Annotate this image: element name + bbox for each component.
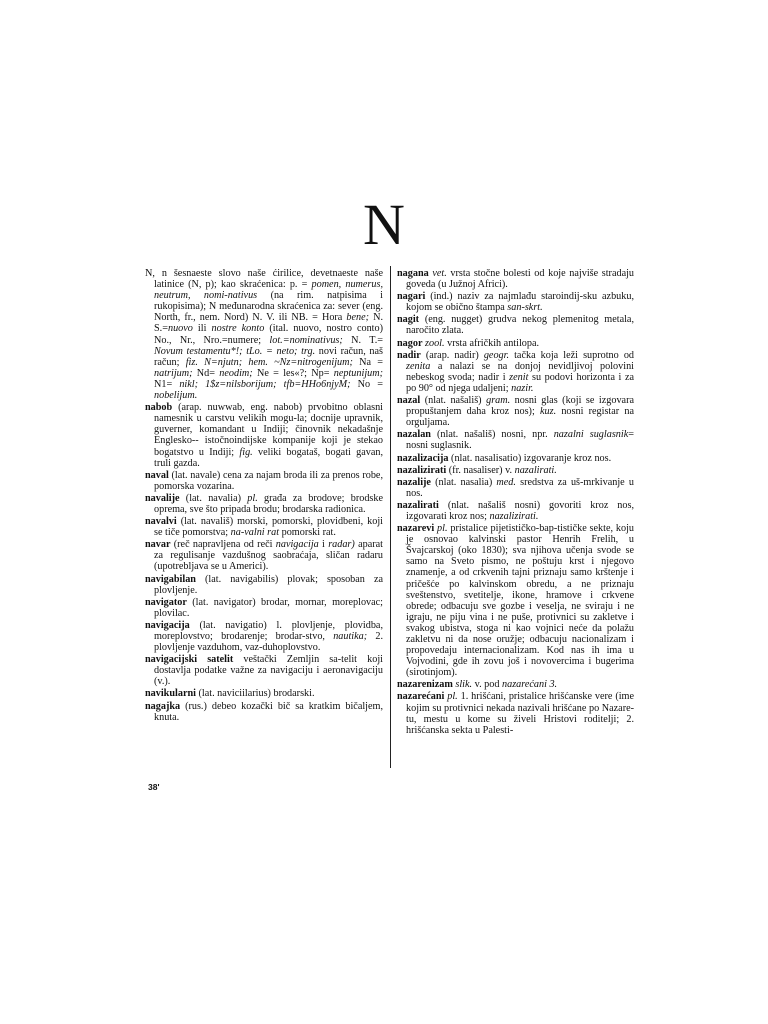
- entry-text: v. pod: [472, 679, 502, 691]
- entry-text: vrsta stočne bolesti od koje najviše stradaju goveda (u Južnoj Africi).: [406, 268, 635, 291]
- entry-text: Ne = les«?; Np=: [252, 367, 334, 379]
- dictionary-entry: [397, 314, 634, 336]
- entry-text: nazir.: [511, 382, 534, 394]
- entry-headword: navigator: [145, 596, 187, 608]
- entry-text: 2. plovljenje vazduhom, vaz-duhoplovstvo.: [154, 631, 383, 654]
- entry-headword: nazarevi: [397, 523, 435, 535]
- entry-text: navigacija: [275, 539, 319, 551]
- dictionary-entry: [397, 465, 634, 476]
- entry-text: pl.: [447, 691, 458, 703]
- entry-text: N. T.=: [342, 334, 383, 346]
- entry-text: nosni registar na orguljama.: [406, 406, 634, 429]
- dictionary-entry: [145, 470, 383, 492]
- entry-text: (lat. navigabilis) plovak; sposoban za plovljenje.: [154, 573, 383, 596]
- entry-text: ili: [192, 323, 212, 335]
- entry-text: veliki bogataš, bogati gavan, truli gazda.: [154, 446, 383, 469]
- entry-text: nazalizirati.: [489, 510, 539, 522]
- entry-text: Nd=: [192, 367, 220, 379]
- entry-text: (fr. nasaliser) v.: [446, 464, 515, 476]
- entry-text: (ind.) naziv za najmlađu staroindij-sku azbuku, kojom se obično štampa: [406, 291, 634, 314]
- dictionary-entry: [397, 477, 634, 499]
- entry-headword: nazarenizam: [397, 679, 453, 691]
- entry-headword: nagana: [397, 268, 429, 279]
- entry-text: No =: [350, 378, 383, 390]
- section-letter-heading: N: [363, 192, 405, 257]
- entry-text: građa za brodove; brodske oprema, sve što pripada brodu; brodarska radionica.: [154, 492, 383, 515]
- entry-text: N, n šesnaeste slovo naše ćirilice, devetnaeste naše latinice (N, p); kao skraćenica: p. =: [145, 268, 383, 291]
- entry-text: (lat. navale) cena za najam broda ili za prenos robe, pomorska vozarina.: [154, 469, 383, 492]
- dictionary-entry: [145, 268, 383, 401]
- entry-text: Na =: [352, 356, 383, 368]
- dictionary-entry: [397, 453, 634, 464]
- dictionary-entry: [397, 691, 634, 735]
- entry-text: novi račun, naš račun;: [154, 345, 383, 368]
- entry-text: N1=: [154, 378, 180, 390]
- entry-text: (lat. naviciilarius) brodarski.: [195, 688, 315, 700]
- dictionary-entry: [397, 429, 634, 451]
- entry-text: (lat. navalia): [179, 492, 248, 504]
- entry-headword: nagor: [397, 337, 423, 349]
- entry-headword: nagit: [397, 314, 420, 326]
- entry-text: nosni glas (koji se izgovara propuštanjem daha kroz nos);: [406, 395, 634, 418]
- entry-text: (reč napravljena od reči: [170, 539, 276, 551]
- entry-text: gram.: [486, 395, 511, 407]
- dictionary-entry: [397, 523, 634, 678]
- dictionary-entry: [145, 620, 383, 653]
- entry-text: fiz. N=njutn; hem. ~Nz=nitrogenijum;: [185, 356, 353, 368]
- entry-headword: naval: [145, 469, 169, 481]
- entry-text: (rus.) debeo kozački bič sa kratkim bičaljem, knuta.: [154, 700, 383, 723]
- dictionary-entry: [397, 338, 634, 349]
- entry-text: radar): [328, 539, 355, 551]
- entry-headword: navalije: [145, 492, 180, 504]
- entry-text: (ital. nuovo, nostro conto) No., Nr., Nro.=numere;: [154, 323, 384, 346]
- dictionary-entry: [397, 291, 634, 313]
- entry-text: (nlat. nasalisatio) izgovaranje kroz nos.: [448, 452, 612, 464]
- entry-text: zenit: [509, 371, 529, 383]
- entry-text: (nlat. nasalia): [430, 476, 497, 488]
- entry-text: natrijum;: [154, 367, 193, 379]
- page-number: 38': [148, 782, 160, 792]
- entry-text: pristalice pijetističko-bap-tističke sekte, koju je osnovao kalvinski pastor Henrih Frelih, u Švajcarskoj (oko 1830); sva njihova učenja svode se samo na Sveto pismo, ne poštuju krst i njegovo znamenje, a od crkvenih tajni priznaju samo krštenje i pričešće po kalvinskom obredu, a ne priznaju sveštenstvo, svetitelje, ikone, hramove i crkvene obrede; odbacuju sve gozbe i veselja, ne sviraju i ne igraju, ne piju vina i ne puše, protivnici su zakletve i svakog ubistva, stoga ni kao vojnici neće da polažu zakletvu ni da nose oružje; odbacuju nacionalizam i propovedaju internacionalizam. Kod nas ih ima u Vojvodini, gde ih zovu još i novovercima i bugerima (sirotinjom).: [406, 523, 634, 679]
- entry-text: su podovi horizonta i za po 90° od njega udaljeni;: [406, 371, 634, 394]
- entry-headword: nazarećani: [397, 691, 445, 703]
- entry-headword: nazalizirati: [397, 464, 447, 476]
- entry-text: nostre konto: [211, 323, 265, 335]
- entry-text: tačka koja leži suprotno od: [509, 349, 635, 361]
- entry-text: i: [318, 539, 329, 551]
- entry-text: nazalni suglasnik: [553, 429, 629, 441]
- entry-headword: nazal: [397, 395, 421, 407]
- entry-headword: navar: [145, 539, 171, 551]
- entry-headword: nagari: [397, 291, 426, 303]
- entry-text: (nlat. našališ nosni) govoriti kroz nos, izgovarati kroz nos;: [406, 499, 634, 522]
- dictionary-entry: [145, 402, 383, 469]
- dictionary-entry: [145, 597, 383, 619]
- entry-text: pomen, numerus, neutrum, nomi-nativus: [154, 279, 384, 302]
- entry-text: bene;: [346, 312, 370, 324]
- entry-text: (eng. nugget) grudva nekog plemenitog metala, naročito zlata.: [406, 314, 634, 337]
- dictionary-entry: [397, 395, 634, 428]
- entry-text: nautika;: [333, 631, 368, 642]
- entry-text: tLo. = neto; trg.: [246, 345, 316, 357]
- entry-text: sredstva za uš-mrkivanje u nos.: [406, 476, 634, 499]
- dictionary-entry: [397, 500, 634, 522]
- dictionary-entry: [397, 268, 634, 290]
- entry-headword: nadir: [397, 349, 421, 361]
- dictionary-entry: [145, 688, 383, 699]
- entry-text: nazalirati.: [514, 464, 557, 476]
- entry-headword: nagajka: [145, 700, 181, 712]
- entry-headword: navikularni: [145, 688, 196, 700]
- entry-text: pomorski rat.: [279, 527, 336, 539]
- right-column: [397, 268, 634, 737]
- entry-text: med.: [496, 476, 516, 488]
- entry-text: nuovo: [167, 323, 193, 335]
- entry-headword: navalvi: [145, 516, 177, 528]
- dictionary-entry: [145, 574, 383, 596]
- entry-headword: nabob: [145, 402, 173, 414]
- entry-text: pl.: [437, 523, 448, 535]
- entry-text: (lat. navigatio) l. plovljenje, plovidba, moreplovstvo; brodarenje; brodar-stvo,: [154, 619, 383, 642]
- left-column: [145, 268, 383, 724]
- entry-text: pl.: [247, 492, 258, 504]
- entry-text: san-skrt.: [507, 302, 543, 314]
- entry-headword: nazalirati: [397, 499, 439, 511]
- entry-headword: nazalije: [397, 476, 431, 488]
- dictionary-entry: [145, 539, 383, 572]
- entry-text: N. S.=: [154, 312, 384, 335]
- dictionary-entry: [397, 350, 634, 394]
- entry-text: kuz.: [539, 406, 557, 418]
- entry-text: nikl; 1$z=nilsborijum; tfb=HHo6njyM;: [179, 378, 351, 390]
- entry-headword: navigabilan: [145, 573, 196, 585]
- entry-text: geogr.: [483, 349, 510, 361]
- entry-text: = nosni suglasnik.: [406, 429, 634, 452]
- entry-text: 1. hrišćani, pristalice hrišćanske vere (ime kojim su protivnici nekada nazivali hrišćane po Nazare-tu, mestu u kome su živeli Hristovi roditelji; 2. hrišćanska sekta u Palesti-: [406, 691, 634, 736]
- entry-text: (lat. navališ) morski, pomorski, plovidbeni, koji se tiče pomorstva;: [154, 516, 383, 539]
- entry-text: a nalazi se na donjoj nevidljivoj polovini nebeskog svoda; nadir i: [406, 360, 634, 383]
- dictionary-entry: [145, 654, 383, 687]
- entry-headword: nazalan: [397, 429, 431, 441]
- entry-text: veštački Zemljin sa-telit koji dostavlja podatke važne za navigaciju i aeronavigaciju (v.).: [154, 654, 384, 688]
- dictionary-entry: [145, 701, 383, 723]
- entry-headword: navigacijski satelit: [145, 654, 234, 666]
- entry-text: zool.: [425, 337, 445, 349]
- entry-text: nazarećani 3.: [502, 679, 558, 691]
- dictionary-entry: [145, 493, 383, 515]
- entry-headword: navigacija: [145, 619, 190, 631]
- dictionary-entry: [145, 516, 383, 538]
- entry-headword: nazalizacija: [397, 452, 449, 464]
- entry-text: slik.: [455, 679, 473, 691]
- entry-text: lot.=nominativus;: [269, 334, 343, 346]
- column-divider: [390, 266, 391, 768]
- entry-text: neodim;: [219, 367, 253, 379]
- entry-text: vrsta afričkih antilopa.: [444, 337, 540, 349]
- entry-text: neptunijum;: [333, 367, 383, 379]
- entry-text: nobelijum.: [154, 390, 198, 402]
- entry-text: (nlat. našališ) nosni, npr.: [430, 429, 554, 441]
- dictionary-entry: [397, 679, 634, 690]
- entry-text: (lat. navigator) brodar, mornar, moreplovac; plovilac.: [154, 596, 383, 619]
- entry-text: Novum testamentu*!;: [154, 345, 243, 357]
- entry-text: fig.: [239, 446, 253, 458]
- entry-text: (na rim. natpisima i rukopisima); N međunarodna skraćenica za: sever (eng. North, fr., nem. Nord) N. V. ili NB. = Hora: [154, 290, 383, 324]
- entry-text: na-valni rat: [230, 527, 280, 539]
- entry-text: aparat za regulisanje vazdušnog saobraćaja, sličan radaru (upotrebljava se u Americi).: [154, 539, 383, 573]
- entry-text: zenita: [406, 360, 431, 372]
- entry-text: (nlat. našališ): [420, 395, 487, 407]
- entry-text: vet.: [432, 268, 447, 279]
- entry-text: (arap. nuwwab, eng. nabob) prvobitno oblasni namesnik u carstvu velikih mogu-la; docnije upravnik, guverner, komandant u Indiji; činovnik nekadašnje Englesko-- istočnoindijske kompanije koji je stekao bogatstvo u Indiji;: [154, 402, 383, 458]
- entry-text: (arap. nadir): [420, 349, 484, 361]
